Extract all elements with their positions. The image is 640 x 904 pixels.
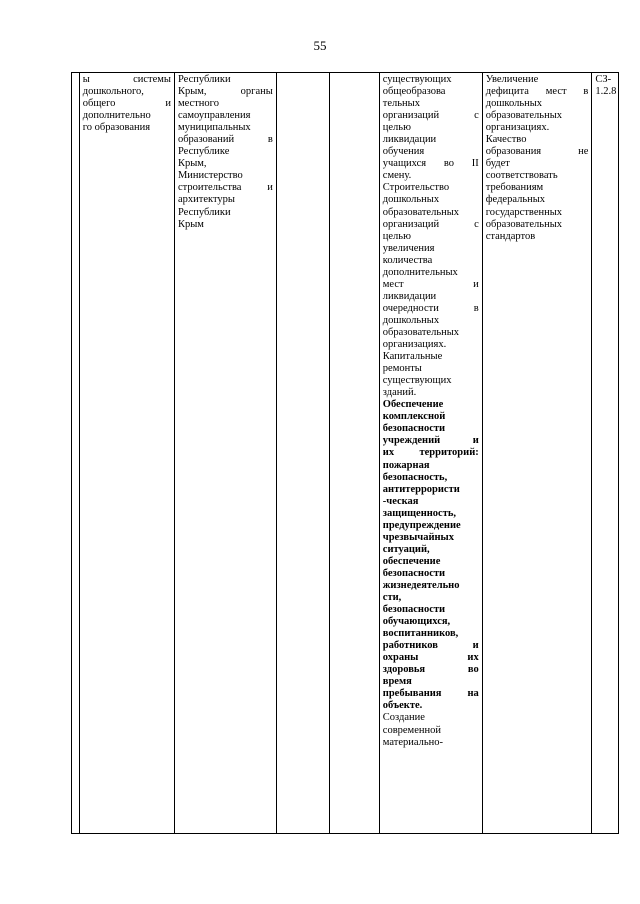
cell-text-line: сти,: [382, 592, 402, 604]
cell-text-line: чрезвычайных: [382, 531, 455, 543]
cell-text-line: требованиям: [485, 182, 544, 194]
cell-text-line: Крым, органы: [177, 86, 273, 98]
cell-text-line: организаций с: [382, 218, 479, 230]
cell-text-line: соответствовать: [485, 170, 558, 182]
cell-consequences: [482, 73, 592, 834]
cell-text-line: очередности в: [382, 302, 479, 314]
cell-end-date: [329, 73, 379, 834]
cell-text-line: Крым,: [177, 158, 207, 170]
cell-text-line: целью: [382, 230, 411, 242]
cell-text-line: архитектуры: [177, 194, 235, 206]
table-row: [72, 73, 619, 834]
cell-text-line: ы системы: [82, 74, 171, 85]
cell-text-line: местного: [177, 98, 219, 110]
cell-text-line: образовательных: [485, 110, 562, 122]
cell-text-line: стандартов: [485, 230, 536, 242]
cell-text-line: Качество: [485, 134, 527, 146]
cell-text-line: работников и: [382, 640, 479, 652]
program-table: [71, 72, 619, 834]
cell-text-line: Республики: [177, 206, 231, 218]
cell-text-line: смену.: [382, 170, 412, 182]
cell-activities: [379, 73, 482, 834]
cell-text-line: Обеспечение: [382, 399, 444, 411]
cell-text-line: Создание: [382, 712, 425, 724]
cell-text-line: СЗ-: [595, 74, 612, 85]
cell-text-line: тельных: [382, 98, 420, 110]
cell-text-line: Капитальные: [382, 351, 443, 363]
cell-executors: [174, 73, 276, 834]
cell-text-line: воспитанников,: [382, 628, 459, 640]
page-number: 55: [313, 38, 327, 53]
cell-text-line: целью: [382, 122, 411, 134]
cell-text-line: обучения: [382, 146, 425, 158]
cell-text-line: материально-: [382, 736, 444, 748]
cell-text-line: существующих: [382, 74, 452, 85]
cell-text-line: современной: [382, 724, 441, 736]
cell-text-line: государственных: [485, 206, 563, 218]
cell-text-line: самоуправления: [177, 110, 251, 122]
cell-text-line: строительства и: [177, 182, 273, 194]
cell-text-line: образовательных: [485, 218, 562, 230]
cell-text-line: организациях.: [485, 122, 550, 134]
cell-text-line: муниципальных: [177, 122, 251, 134]
cell-text-line: учащихся во II: [382, 158, 479, 170]
cell-text-line: ремонты: [382, 363, 422, 375]
cell-text-line: ликвидации: [382, 290, 437, 302]
cell-text-line: Строительство: [382, 182, 450, 194]
cell-text-line: количества: [382, 254, 433, 266]
cell-text-line: пожарная: [382, 459, 430, 471]
cell-text-line: предупреждение: [382, 519, 461, 531]
cell-text-line: 1.2.8: [595, 86, 617, 98]
cell-text-line: время: [382, 676, 412, 688]
cell-text-line: ситуаций,: [382, 543, 430, 555]
cell-text-line: безопасности: [382, 423, 446, 435]
cell-text-line: образований в: [177, 134, 273, 146]
cell-text-line: пребывания на: [382, 688, 479, 700]
cell-text-line: дополнительных: [382, 266, 458, 278]
cell-text-line: их территорий:: [382, 447, 479, 459]
cell-text-line: здоровья во: [382, 664, 479, 676]
cell-text-line: дополнительно: [82, 110, 151, 122]
cell-text-line: Крым: [177, 218, 204, 230]
cell-text-line: образовательных: [382, 326, 460, 338]
cell-text-line: комплексной: [382, 411, 446, 423]
cell-text-line: защищенность,: [382, 507, 457, 519]
cell-text-line: мест и: [382, 278, 479, 290]
cell-text-line: Министерство: [177, 170, 243, 182]
cell-text-line: дошкольных: [382, 314, 440, 326]
cell-text-line: жизнедеятельно: [382, 579, 460, 591]
cell-text-line: организациях.: [382, 339, 447, 351]
cell-text-line: образовательных: [382, 206, 460, 218]
cell-text-line: -ческая: [382, 495, 419, 507]
cell-text-line: ликвидации: [382, 134, 437, 146]
cell-text-line: дошкольных: [382, 194, 440, 206]
cell-text-line: дефицита мест в: [485, 86, 589, 98]
cell-number: [72, 73, 80, 834]
cell-text-line: общеобразова: [382, 86, 446, 98]
cell-task: [79, 73, 174, 834]
cell-text-line: существующих: [382, 375, 452, 387]
cell-text-line: образования не: [485, 146, 589, 158]
cell-text-line: увеличения: [382, 242, 435, 254]
cell-text-line: общего и: [82, 98, 171, 110]
cell-text-line: объекте.: [382, 700, 423, 712]
cell-text-line: учреждений и: [382, 435, 479, 447]
cell-text-line: зданий.: [382, 387, 417, 399]
cell-text-line: го образования: [82, 122, 151, 134]
cell-text-line: дошкольного,: [82, 86, 144, 98]
cell-text-line: будет: [485, 158, 510, 170]
cell-text-line: Увеличение: [485, 74, 539, 85]
cell-text-line: Республики: [177, 74, 231, 85]
cell-text-line: дошкольных: [485, 98, 543, 110]
cell-text-line: Республике: [177, 146, 230, 158]
cell-text-line: обучающихся,: [382, 616, 451, 628]
cell-text-line: безопасности: [382, 567, 446, 579]
cell-text-line: организаций с: [382, 110, 479, 122]
cell-text-line: безопасности: [382, 604, 446, 616]
cell-text-line: антитеррористи: [382, 483, 460, 495]
cell-text-line: обеспечение: [382, 555, 441, 567]
cell-text-line: охраны их: [382, 652, 479, 664]
cell-indicator: [592, 73, 619, 834]
cell-start-date: [276, 73, 329, 834]
cell-text-line: федеральных: [485, 194, 546, 206]
cell-text-line: безопасность,: [382, 471, 448, 483]
